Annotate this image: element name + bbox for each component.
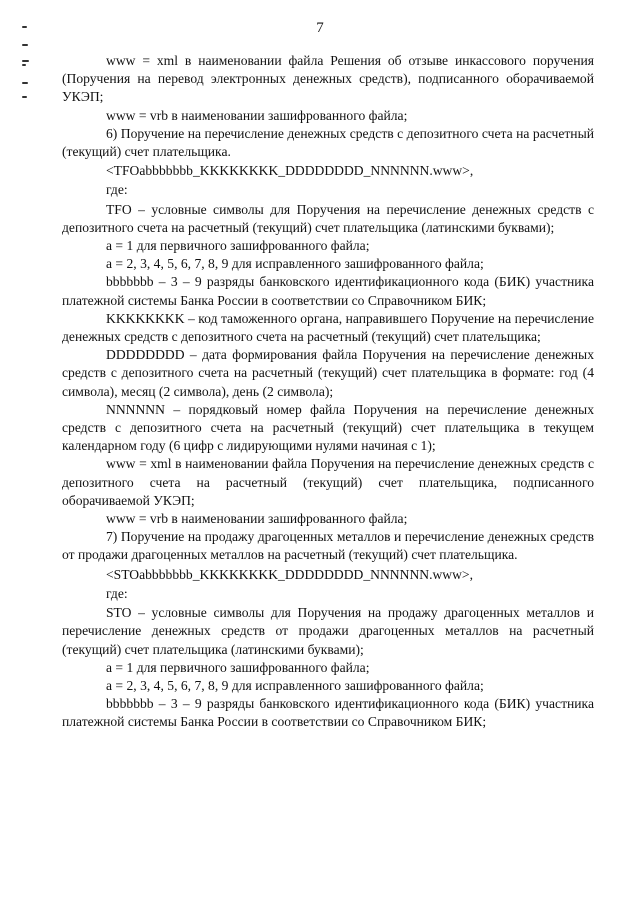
document-body: [62, 52, 594, 732]
paragraph: www = xml в наименовании файла Поручения на перечисление денежных средств с депозитного счета на расчетный (текущий) счет плательщика, подписанного оборачиваемой УКЭП;: [62, 456, 594, 508]
file-name-pattern: <STOabbbbbbb_KKKKKKKK_DDDDDDDD_NNNNNN.www>,: [106, 566, 473, 582]
paragraph: STO – условные символы для Поручения на продажу драгоценных металлов и перечисление денежных средств от продажи драгоценных металлов на расчетный (текущий) счет плательщика (латинскими буквами);: [62, 605, 594, 657]
page-number: 7: [316, 20, 324, 36]
paragraph: где:: [106, 585, 128, 601]
paragraph: www = xml в наименовании файла Решения об отзыве инкассового поручения (Поручения на перевод электронных денежных средств), подписанного оборачиваемой УКЭП;: [62, 53, 594, 105]
paragraph: a = 1 для первичного зашифрованного файла;: [106, 238, 370, 254]
paragraph: NNNNNN – порядковый номер файла Поручения на перечисление денежных средств с депозитного счета на расчетный (текущий) счет плательщика в текущем календарном году (6 цифр с лидирующими нулями начиная с 1);: [62, 401, 594, 454]
paragraph: a = 2, 3, 4, 5, 6, 7, 8, 9 для исправленного зашифрованного файла;: [106, 677, 484, 693]
paragraph: a = 2, 3, 4, 5, 6, 7, 8, 9 для исправленного зашифрованного файла;: [106, 256, 484, 272]
paragraph: DDDDDDDD – дата формирования файла Поручения на перечисление денежных средств с депозитного счета на расчетный (текущий) счет плательщика в формате: год (4 символа), месяц (2 символа), день (2 символа);: [62, 347, 594, 399]
paragraph: где:: [106, 182, 128, 198]
paragraph: www = vrb в наименовании зашифрованного файла;: [106, 107, 408, 123]
paragraph: TFO – условные символы для Поручения на перечисление денежных средств с депозитного счета на расчетный (текущий) счет плательщика (латинскими буквами);: [62, 201, 594, 235]
paragraph: www = vrb в наименовании зашифрованного файла;: [106, 511, 408, 527]
paragraph: bbbbbbb – 3 – 9 разряды банковского идентификационного кода (БИК) участника платежной системы Банка России в соответствии со Справочником БИК;: [62, 274, 594, 308]
paragraph: 6) Поручение на перечисление денежных средств с депозитного счета на расчетный (текущий) счет плательщика.: [62, 125, 594, 160]
paragraph: 7) Поручение на продажу драгоценных металлов и перечисление денежных средств от продажи драгоценных металлов на расчетный (текущий) счет плательщика.: [62, 529, 594, 563]
file-name-pattern: <TFOabbbbbbb_KKKKKKKK_DDDDDDDD_NNNNNN.www>,: [106, 163, 474, 179]
margin-marks: [22, 26, 36, 106]
paragraph: KKKKKKKK – код таможенного органа, направившего Поручение на перечисление денежных средств с депозитного счета на расчетный (текущий) счет плательщика;: [62, 310, 594, 345]
paragraph: bbbbbbb – 3 – 9 разряды банковского идентификационного кода (БИК) участника платежной системы Банка России в соответствии со Справочником БИК;: [62, 696, 594, 730]
paragraph: a = 1 для первичного зашифрованного файла;: [106, 659, 370, 675]
